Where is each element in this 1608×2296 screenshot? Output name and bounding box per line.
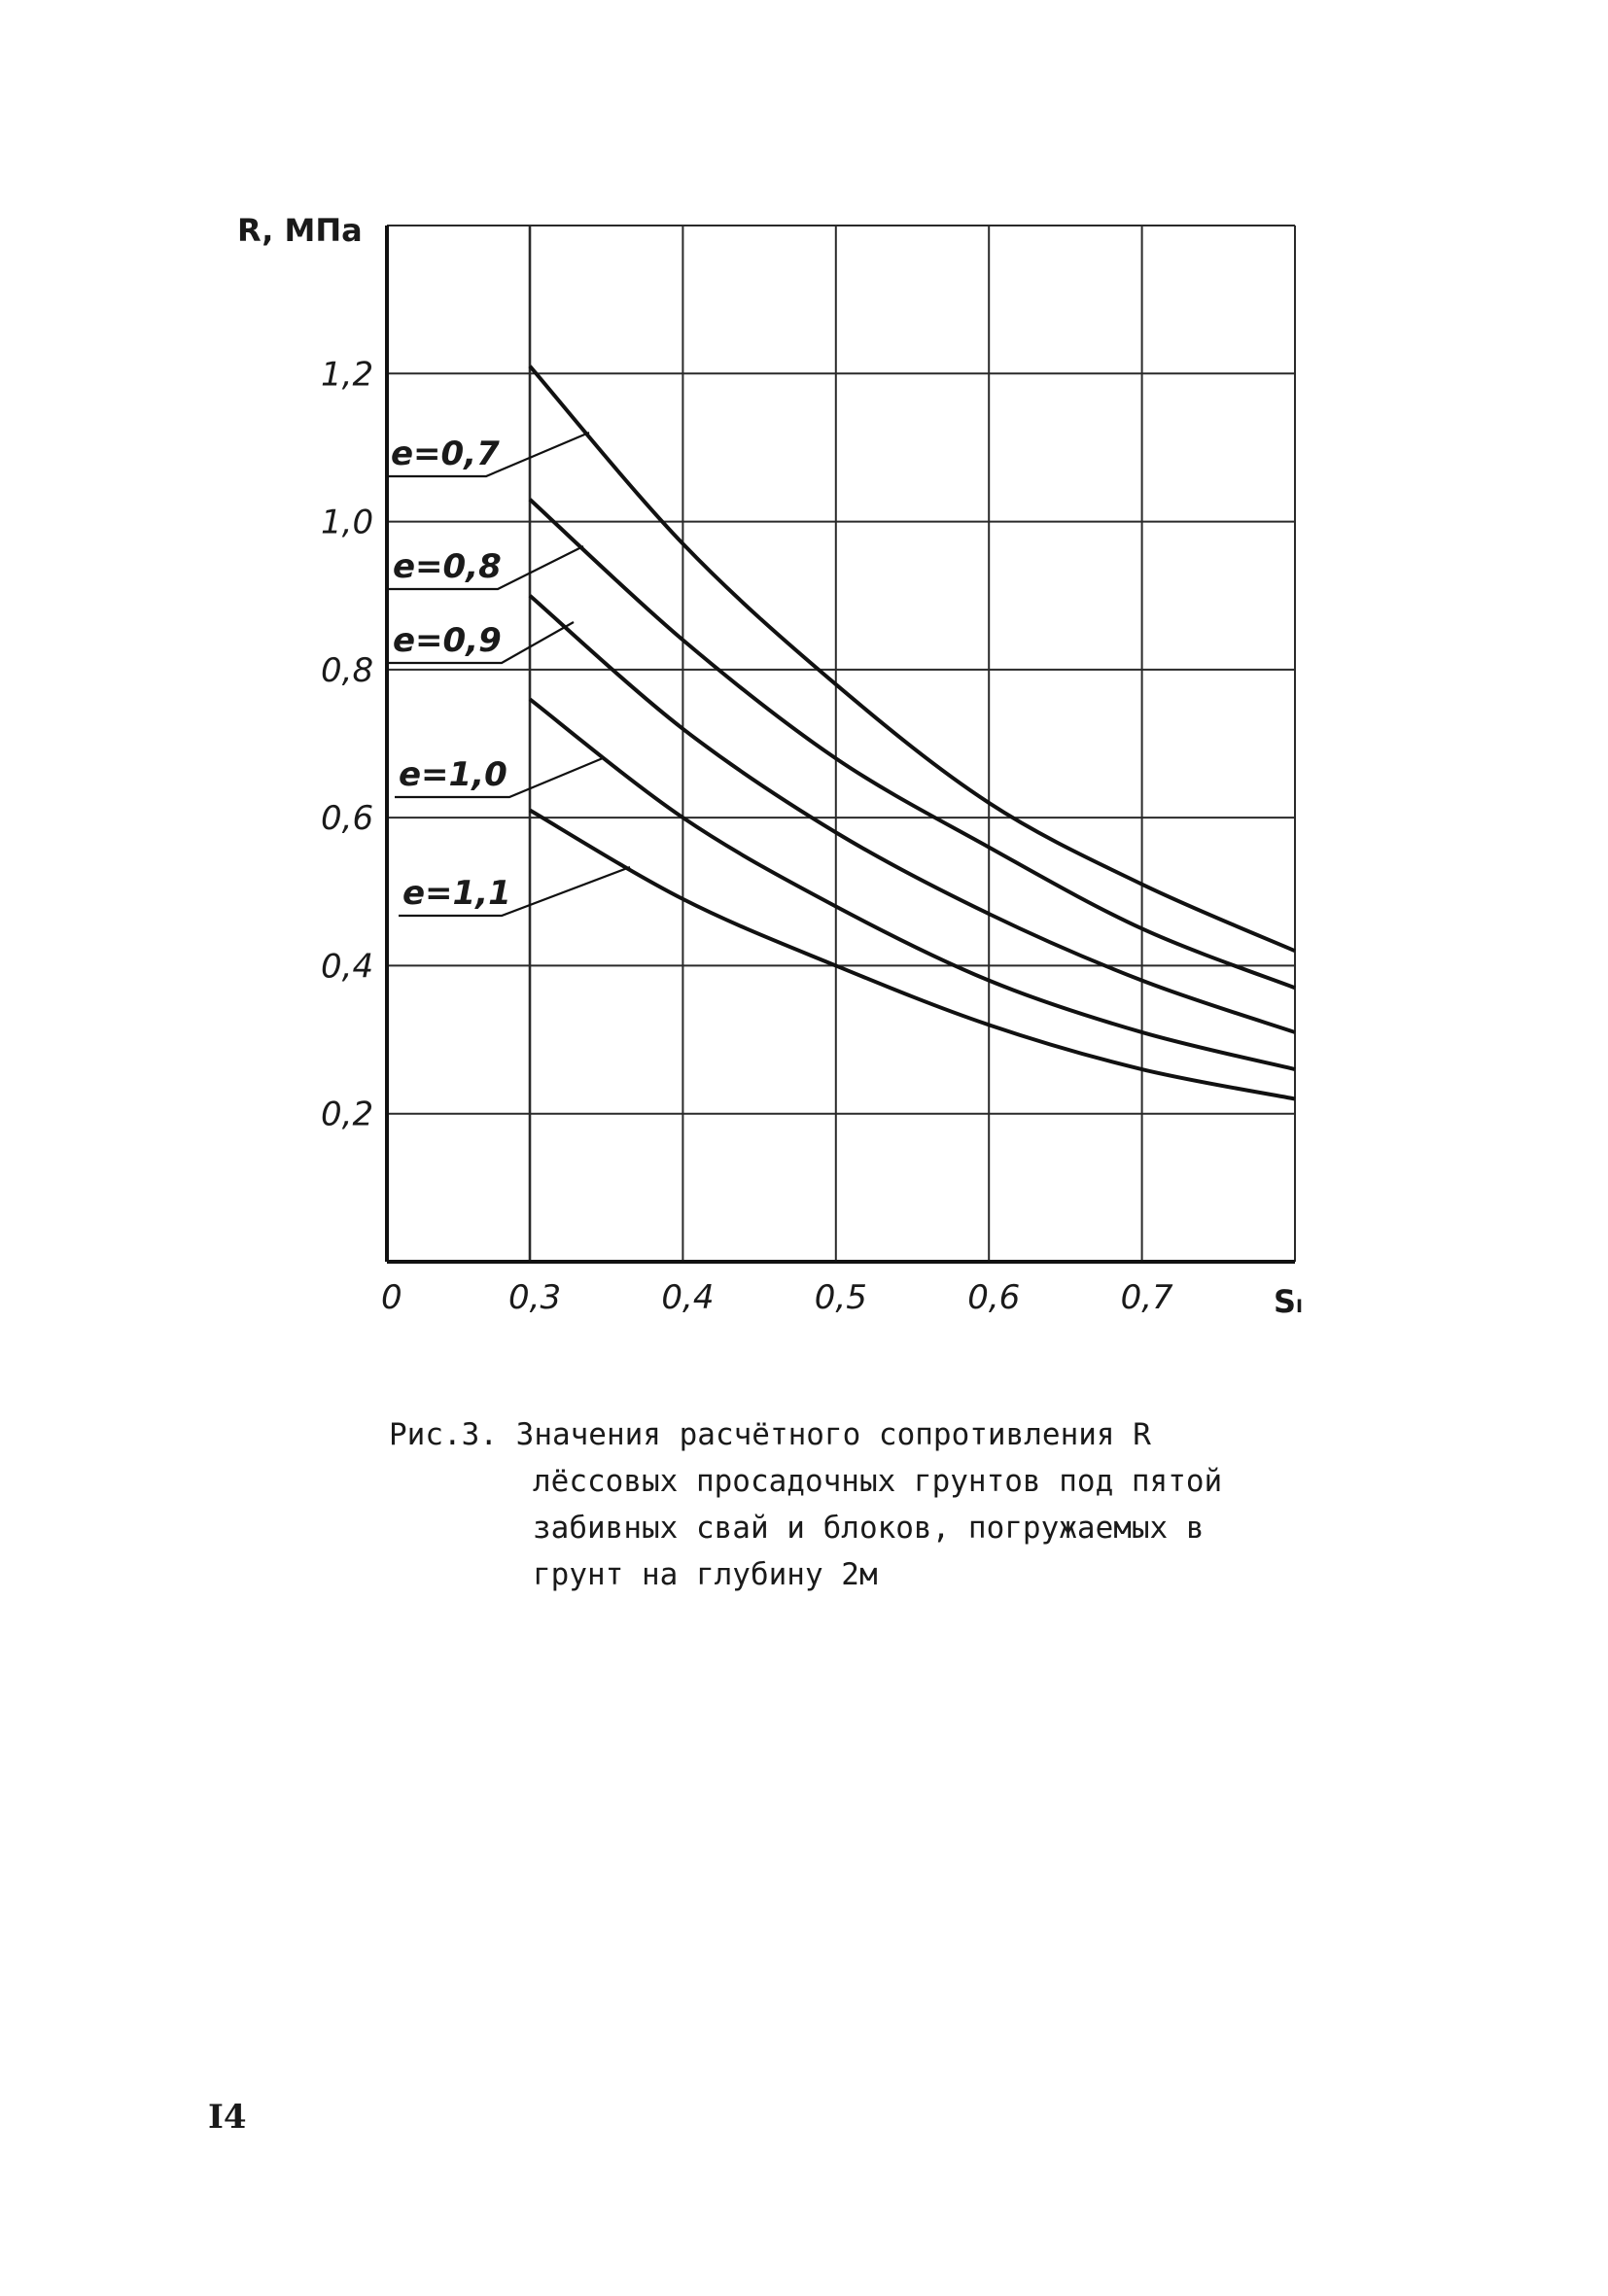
- y-tick-label: 1,2: [321, 355, 374, 395]
- y-tick-label: 0,2: [321, 1095, 374, 1134]
- page-number: I4: [208, 2098, 247, 2137]
- y-tick-label: 0,4: [321, 947, 374, 987]
- x-tick-label: 0,7: [1120, 1278, 1173, 1317]
- series-line-3: [530, 596, 1295, 1032]
- caption-text-1: Значения расчётного сопротивления R: [515, 1417, 1151, 1452]
- series-line-5: [530, 811, 1295, 1099]
- x-tick-label: 0,3: [508, 1278, 562, 1317]
- chart-series: [530, 366, 1295, 1099]
- figure-caption: [389, 1411, 1361, 1598]
- chart-axes: [387, 226, 1295, 1262]
- y-tick-label: 1,0: [321, 503, 374, 542]
- caption-line-3: забивных свай и блоков, погружаемых в: [533, 1511, 1205, 1546]
- caption-label: Рис.3.: [389, 1417, 498, 1452]
- x-tick-label: 0,4: [661, 1278, 715, 1317]
- series-label-5: e=1,1: [402, 874, 511, 913]
- series-line-2: [530, 500, 1295, 989]
- caption-line-2: лёссовых просадочных грунтов под пятой: [533, 1464, 1223, 1499]
- y-tick-label: 0,8: [321, 650, 374, 690]
- series-label-3: e=0,9: [393, 621, 502, 660]
- caption-line-1: [389, 1411, 1361, 1458]
- series-line-4: [530, 699, 1295, 1069]
- x-tick-label: 0,5: [814, 1278, 867, 1317]
- series-label-1: e=0,7: [391, 435, 500, 473]
- series-label-4: e=1,0: [399, 755, 507, 794]
- chart-series-labels: [387, 433, 630, 916]
- caption-line-4: грунт на глубину 2м: [533, 1557, 878, 1592]
- chart-grid: [387, 226, 1295, 1262]
- series-line-1: [530, 366, 1295, 952]
- series-label-2: e=0,8: [393, 547, 502, 586]
- y-tick-label: 0,6: [321, 799, 374, 839]
- x-tick-label: 0: [381, 1278, 402, 1317]
- y-axis-title: R, МПа: [237, 212, 363, 249]
- x-tick-label: 0,6: [967, 1278, 1021, 1317]
- x-axis-title: Sₗ: [1274, 1283, 1304, 1320]
